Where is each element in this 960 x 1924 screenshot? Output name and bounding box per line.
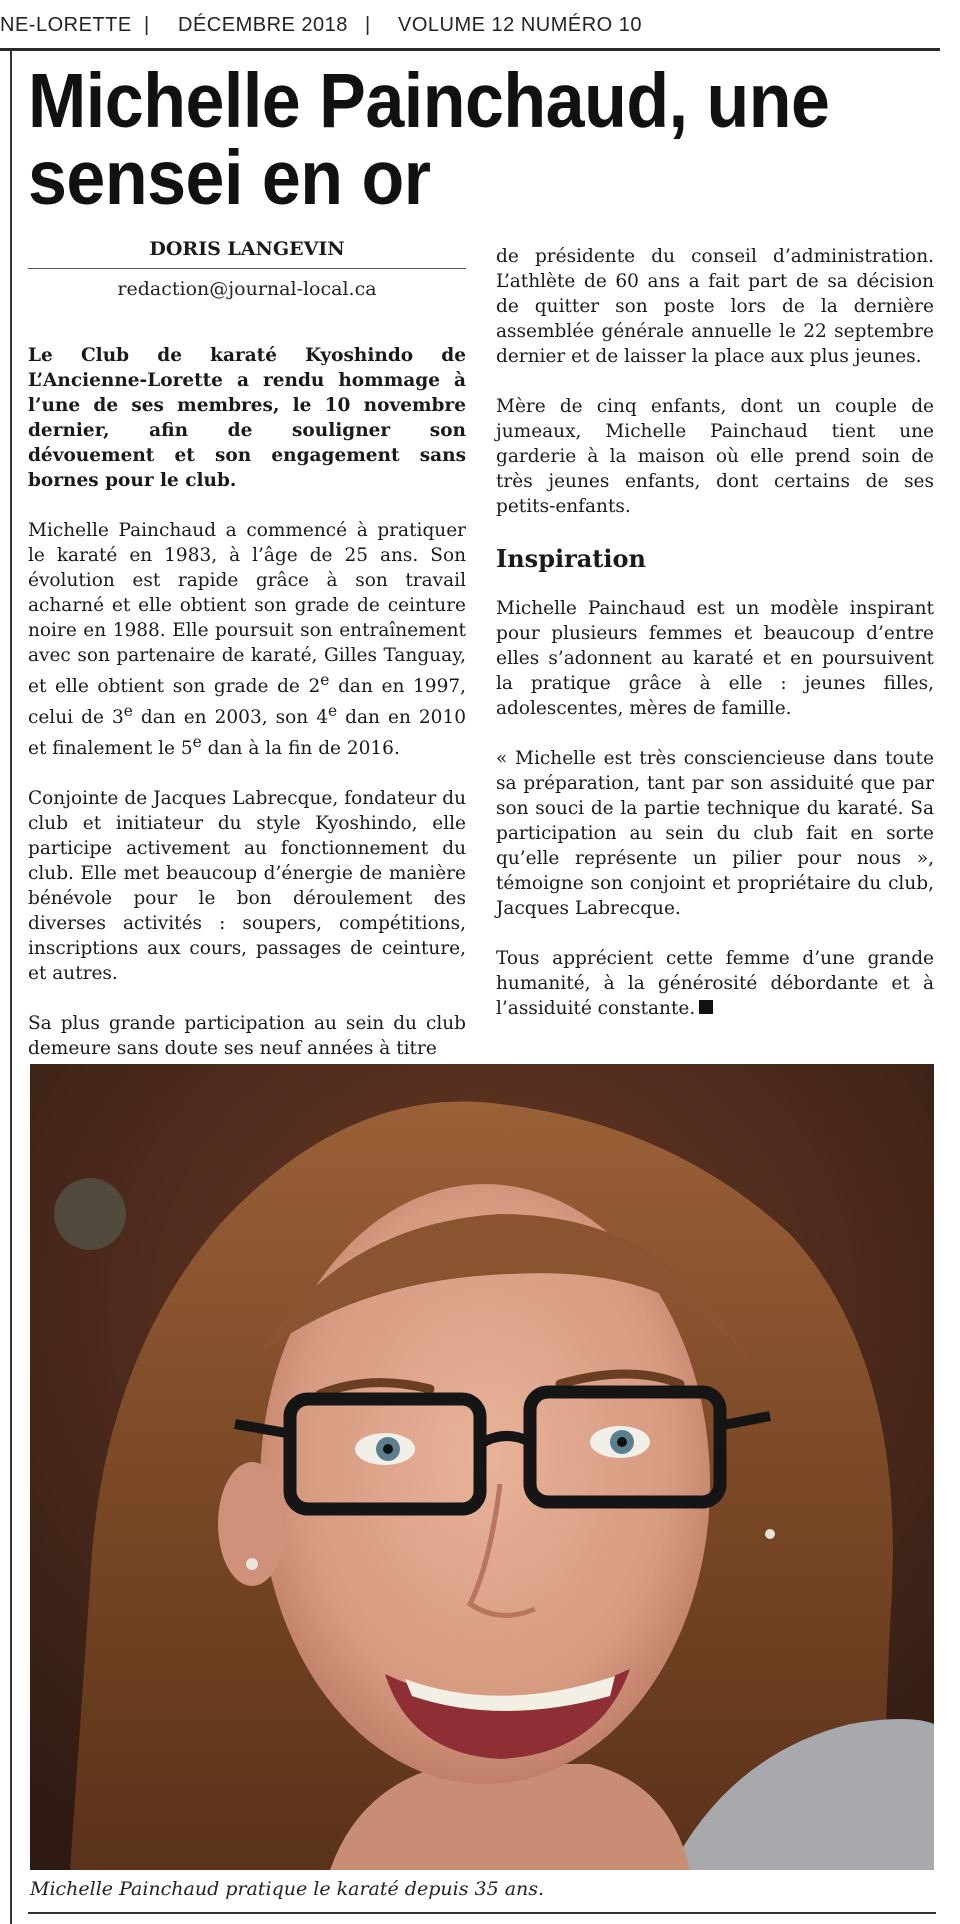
paragraph-text: dan à la fin de 2016.: [201, 738, 400, 760]
ordinal-superscript: e: [328, 702, 338, 721]
article-column-left: [28, 343, 466, 1086]
paragraph-text: Michelle Painchaud a commencé à pratiquer le karaté en 1983, à l’âge de 25 ans. Son évolution est rapide grâce à son travail acharné et elle obtient son grade de ceinture noire en 1988. Elle poursuit son entraînement avec son partenaire de karaté, Gilles Tanguay, et elle obtient son grade de 2: [28, 520, 466, 698]
paragraph-text: dan en 2003, son 4: [132, 707, 328, 729]
author-byline: DORIS LANGEVIN: [149, 238, 345, 260]
left-column-rule: [10, 50, 12, 1924]
article-paragraph-5: Michelle Painchaud est un modèle inspirant pour plusieurs femmes et beaucoup d’entre elles s’adonnent au karaté et en poursuivent la pratique grâce à elle : jeunes filles, adolescentes, mères de famille.: [496, 598, 934, 719]
ordinal-superscript: e: [192, 733, 202, 752]
header-separator: |: [144, 14, 150, 36]
article-lead: Le Club de karaté Kyoshindo de L’Ancienne-Lorette a rendu hommage à l’une de ses membres, le 10 novembre dernier, afin de souligner son dévouement et son engagement sans bornes pour le club.: [28, 345, 466, 491]
article-paragraph-2: Conjointe de Jacques Labrecque, fondateur du club et initiateur du style Kyoshindo, elle participe activement au fonctionnement du club. Elle met beaucoup d’énergie de manière bénévole pour le bon déroulement des diverses activités : soupers, compétitions, inscriptions aux cours, passages de ceinture, et autres.: [28, 788, 466, 985]
paragraph-text: dan en 2010 et finalement le 5: [28, 707, 466, 760]
paragraph-text: Tous apprécient cette femme d’une grande humanité, à la générosité débordante et à l’assiduité constante.: [496, 948, 934, 1019]
article-column-right: [496, 244, 934, 1046]
header-separator: |: [365, 14, 371, 36]
page-header: [0, 0, 940, 51]
portrait-illustration: [30, 1064, 934, 1870]
article-photo: [30, 1064, 934, 1870]
issue-volume: VOLUME 12 NUMÉRO 10: [398, 14, 643, 36]
article-paragraph-4: Mère de cinq enfants, dont un couple de jumeaux, Michelle Painchaud tient une garderie à la maison où elle prend soin de très jeunes enfants, dont certains de ses petits-enfants.: [496, 396, 934, 517]
publication-name: NE-LORETTE: [0, 14, 132, 36]
paragraph-text: dan en 1997, celui de 3: [28, 676, 466, 729]
article-paragraph-3-end: de présidente du conseil d’administration. L’athlète de 60 ans a fait part de sa décision de quitter son poste lors de la dernière assemblée générale annuelle le 22 septembre dernier et de laisser la place aux plus jeunes.: [496, 246, 934, 367]
byline-divider: [28, 268, 466, 269]
article-paragraph-6: « Michelle est très consciencieuse dans toute sa préparation, tant par son assiduité que par son souci de la partie technique du karaté. Sa participation au sein du club fait en sorte qu’elle représente un pilier pour nous », témoigne son conjoint et propriétaire du club, Jacques Labrecque.: [496, 748, 934, 919]
end-of-article-icon: [699, 1000, 713, 1014]
article-paragraph-1: [28, 518, 466, 761]
article-paragraph-7: [496, 946, 934, 1021]
bottom-rule: [28, 1912, 936, 1914]
ordinal-superscript: e: [123, 702, 133, 721]
issue-date: DÉCEMBRE 2018: [178, 14, 348, 36]
article-subhead: Inspiration: [496, 544, 646, 573]
photo-caption: Michelle Painchaud pratique le karaté depuis 35 ans.: [30, 1878, 545, 1900]
ordinal-superscript: e: [320, 671, 330, 689]
author-email: redaction@journal-local.ca: [117, 278, 377, 300]
article-headline: Michelle Painchaud, une sensei en or: [28, 57, 830, 221]
article-paragraph-3-start: Sa plus grande participation au sein du club demeure sans doute ses neuf années à titre: [28, 1013, 466, 1060]
